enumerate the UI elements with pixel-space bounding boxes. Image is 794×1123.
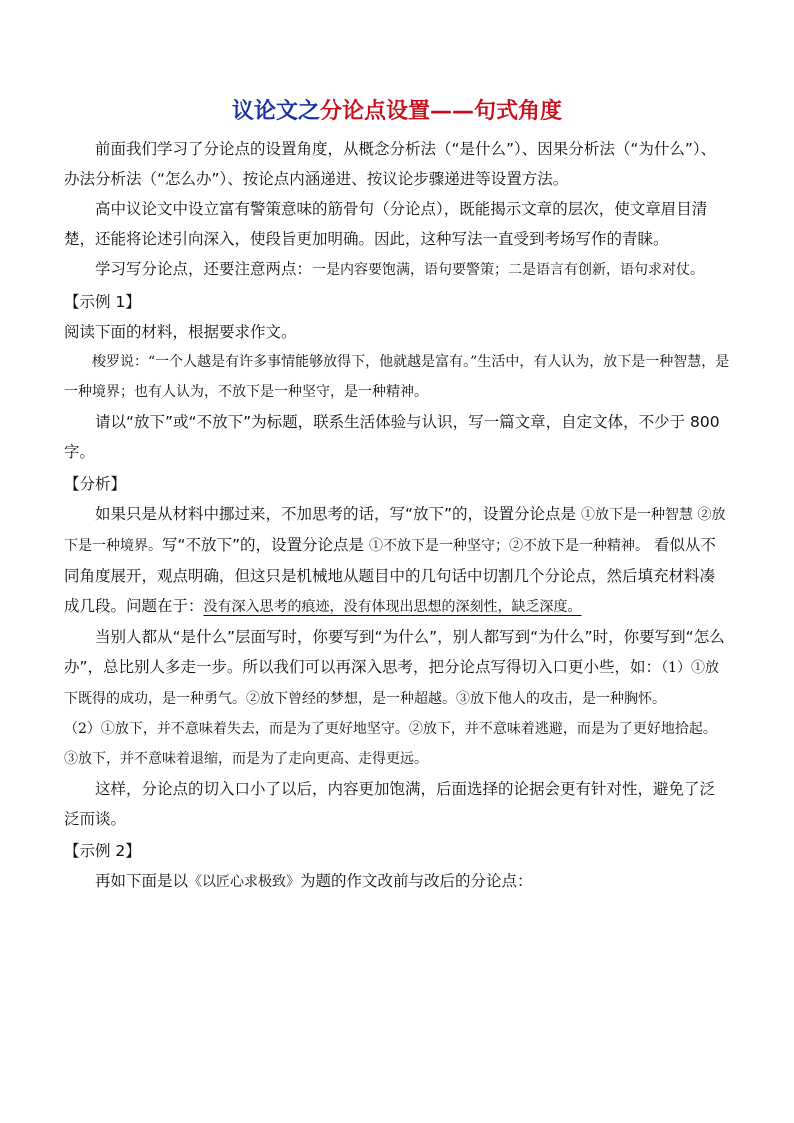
intro-p3-rest: 一是内容要饱满，语句要警策；二是语言有创新，语句求对仗。 <box>312 262 705 278</box>
example1-label: 【示例 1】 <box>64 293 141 311</box>
intro-paragraph-2: 高中议论文中设立富有警策意味的筋骨句（分论点），既能揭示文章的层次，使文章眉目清楚，还能将论述引向深入，使段旨更加明确。因此，这种写法一直受到考场写作的青睐。 <box>64 200 708 248</box>
example2-text <box>64 866 730 897</box>
example1-requirement: 请以“放下”或“不放下”为标题，联系生活体验与认识，写一篇文章，自定文体，不少于 800 字。 <box>64 413 720 461</box>
analysis-p1-c: 写“不放下”的，设置分论点是 <box>162 536 369 554</box>
intro-paragraph-1: 前面我们学习了分论点的设置角度，从概念分析法（“是什么”）、因果分析法（“为什么”）、办法分析法（“怎么办”）、按论点内涵递进、按议论步骤递进等设置方法。 <box>64 140 717 188</box>
analysis-p1-a: 如果只是从材料中挪过来，不加思考的话，写“放下”的，设置分论点是 <box>95 505 581 523</box>
example2-text-a: 再如下面是以 <box>95 872 189 890</box>
analysis-p1-underlined: 没有深入思考的痕迹，没有体现出思想的深刻性，缺乏深度。 <box>203 599 582 615</box>
analysis-p1-e: 看似从不同角度展开，观点明确，但这只是机械地从题目中的几句话中切割几个分论点，然后填充材料凑成几段。问题在于： <box>64 536 716 615</box>
analysis-p2-list1: （1）①放下既得的成功，是一种勇气。②放下曾经的梦想，是一种超越。③放下他人的攻击，是一种胸怀。 <box>64 660 719 707</box>
analysis-paragraph-2 <box>64 622 730 714</box>
analysis-paragraph-3: （2）①放下，并不意味着失去，而是为了更好地坚守。②放下，并不意味着逃避，而是为了更好地拾起。③放下，并不意味着退缩，而是为了走向更高、走得更远。 <box>64 721 717 767</box>
intro-p3-lead: 学习写分论点，还要注意两点： <box>95 260 313 278</box>
example2-text-b: 《以匠心求极致》 <box>188 874 301 890</box>
example2-label: 【示例 2】 <box>64 842 141 860</box>
example1-material: 梭罗说：“一个人越是有许多事情能够放得下，他就越是富有。”生活中，有人认为，放下是一种智慧，是一种境界；也有人认为，不放下是一种坚守，是一种精神。 <box>64 354 730 400</box>
analysis-p2-lead: 如： <box>630 658 662 676</box>
page-title <box>64 92 730 132</box>
analysis-paragraph-1 <box>64 499 730 622</box>
analysis-p1-d: ①不放下是一种坚守；②不放下是一种精神。 <box>369 538 649 554</box>
analysis-p2-text: 当别人都从“是什么”层面写时，你要写到“为什么”，别人都写到“为什么”时，你要写到“怎么办”，总比别人多走一步。所以我们可以再深入思考，把分论点写得切入口更小些， <box>64 628 725 676</box>
title-main: 分论点设置——句式角度 <box>320 99 563 124</box>
analysis-label: 【分析】 <box>64 475 127 493</box>
analysis-paragraph-4: 这样，分论点的切入口小了以后，内容更加饱满，后面选择的论据会更有针对性，避免了泛泛而谈。 <box>64 780 716 828</box>
intro-paragraph-3 <box>64 254 730 285</box>
analysis-p1-b: ①放下是一种智慧 ②放下是一种境界。 <box>64 507 726 554</box>
document-page <box>64 92 730 897</box>
title-prefix: 议论文之 <box>231 99 320 124</box>
example2-text-c: 为题的作文改前与改后的分论点： <box>300 872 533 890</box>
example1-instruction: 阅读下面的材料，根据要求作文。 <box>64 323 297 341</box>
